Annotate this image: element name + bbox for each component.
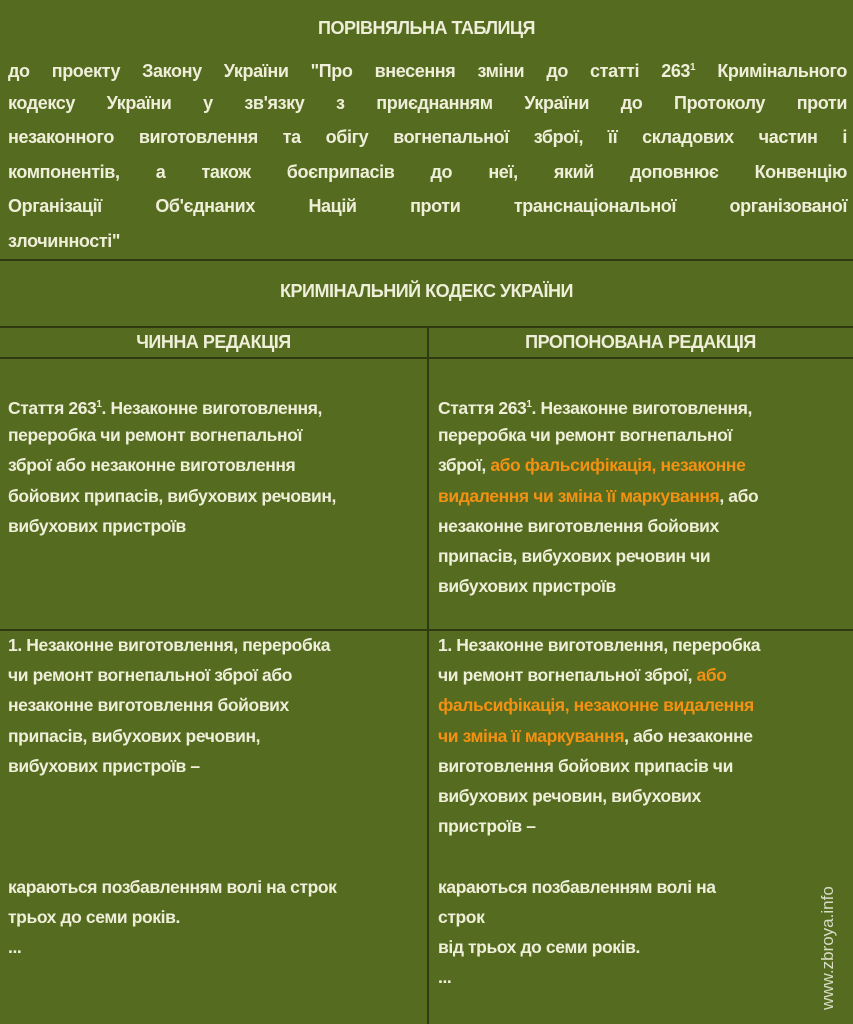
text-segment: ... xyxy=(438,967,452,988)
cell-current-article-title xyxy=(8,392,336,543)
text-segment: трьох до семи років. xyxy=(8,906,180,927)
text-line xyxy=(8,513,336,543)
document-title: ПОРІВНЯЛЬНА ТАБЛИЦЯ xyxy=(318,18,535,38)
text-line xyxy=(438,692,760,722)
highlighted-change: видалення чи зміна її маркування xyxy=(438,485,720,506)
text-line xyxy=(8,723,337,753)
text-segment: злочинності" xyxy=(8,230,121,251)
text-segment: виготовлення бойових припасів чи xyxy=(438,755,733,776)
text-segment: до проекту Закону України "Про внесення зміни до статті 263 xyxy=(8,61,691,81)
text-segment: , або xyxy=(719,485,759,506)
text-line xyxy=(438,632,760,662)
superscript: 1 xyxy=(96,399,102,410)
divider xyxy=(0,357,853,359)
text-segment: незаконне виготовлення бойових xyxy=(8,695,289,716)
text-segment: 1. Незаконне виготовлення, переробка xyxy=(438,635,761,655)
text-segment: . Незаконне виготовлення, xyxy=(101,398,322,418)
text-segment: вибухових пристроїв – xyxy=(8,755,200,776)
text-line xyxy=(8,813,337,843)
text-segment: вибухових речовин, вибухових xyxy=(438,785,701,806)
text-line xyxy=(438,753,760,783)
text-segment: караються позбавленням волі на строк xyxy=(8,876,337,897)
text-segment: чи ремонт вогнепальної зброї або xyxy=(8,665,293,686)
text-segment: незаконного виготовлення та обігу вогнепальної зброї, її складових частин і xyxy=(8,127,847,147)
text-line xyxy=(438,543,758,573)
text-line xyxy=(8,904,337,934)
watermark: www.zbroya.info xyxy=(818,886,837,1010)
text-line xyxy=(438,843,760,873)
divider xyxy=(0,629,853,631)
cell-current-part-1 xyxy=(8,632,337,964)
text-line xyxy=(8,123,847,158)
text-segment: Організації Об'єднаних Націй проти транснаціональної організованої xyxy=(8,196,847,216)
text-segment: Стаття 263 xyxy=(438,398,527,418)
column-header-current: ЧИННА РЕДАКЦІЯ xyxy=(136,332,291,352)
text-segment: зброї або незаконне виготовлення xyxy=(8,455,296,476)
text-segment: переробка чи ремонт вогнепальної xyxy=(438,425,733,446)
text-line xyxy=(438,723,760,753)
column-divider xyxy=(427,327,429,1024)
text-line xyxy=(8,692,337,722)
text-segment: Кримінального xyxy=(695,61,847,81)
text-line xyxy=(438,513,758,543)
text-line xyxy=(438,964,760,994)
text-segment: вибухових пристроїв xyxy=(438,576,616,597)
text-line xyxy=(8,192,847,227)
text-line xyxy=(438,392,758,422)
cell-proposed-article-title xyxy=(438,392,758,603)
text-segment: ... xyxy=(8,936,22,957)
highlighted-change: або фальсифікація, незаконне xyxy=(490,455,746,476)
text-segment: , або незаконне xyxy=(624,725,753,746)
text-line xyxy=(438,783,760,813)
text-segment: компонентів, а також боєприпасів до неї, який доповнює Конвенцію xyxy=(8,161,847,182)
document-subtitle xyxy=(8,54,847,261)
text-segment: пристроїв – xyxy=(438,816,536,837)
text-line xyxy=(438,452,758,482)
text-segment: переробка чи ремонт вогнепальної xyxy=(8,425,303,446)
text-segment: караються позбавленням волі на xyxy=(438,876,716,897)
text-line xyxy=(8,874,337,904)
highlighted-change: чи зміна її маркування xyxy=(438,725,625,746)
text-segment: вибухових пристроїв xyxy=(8,515,186,536)
text-line xyxy=(438,813,760,843)
text-line xyxy=(438,904,760,934)
text-segment: кодексу України у зв'язку з приєднанням України до Протоколу проти xyxy=(8,92,847,113)
text-segment: припасів, вибухових речовин, xyxy=(8,725,261,746)
text-line xyxy=(8,158,847,193)
code-title: КРИМІНАЛЬНИЙ КОДЕКС УКРАЇНИ xyxy=(280,281,573,301)
highlighted-change: або xyxy=(696,665,727,686)
cell-proposed-part-1 xyxy=(438,632,760,994)
text-line xyxy=(438,573,758,603)
text-segment: незаконне виготовлення бойових xyxy=(438,515,719,536)
column-header-proposed: ПРОПОНОВАНА РЕДАКЦІЯ xyxy=(525,332,756,352)
text-segment: від трьох до семи років. xyxy=(438,936,640,957)
text-line xyxy=(8,227,847,262)
text-line xyxy=(438,483,758,513)
text-line xyxy=(8,843,337,873)
text-segment: припасів, вибухових речовин чи xyxy=(438,545,711,566)
text-line xyxy=(8,452,336,482)
text-line xyxy=(8,783,337,813)
text-segment: Стаття 263 xyxy=(8,398,97,418)
text-line xyxy=(438,662,760,692)
text-line xyxy=(8,934,337,964)
superscript: 1 xyxy=(690,62,696,73)
text-line xyxy=(8,753,337,783)
highlighted-change: фальсифікація, незаконне видалення xyxy=(438,695,754,716)
text-line xyxy=(8,662,337,692)
text-segment: строк xyxy=(438,906,485,927)
text-line xyxy=(438,934,760,964)
divider xyxy=(0,259,853,261)
text-segment: зброї, xyxy=(438,455,491,476)
superscript: 1 xyxy=(526,399,532,410)
text-segment: 1. Незаконне виготовлення, переробка xyxy=(8,635,331,655)
text-segment: . Незаконне виготовлення, xyxy=(531,398,752,418)
text-line xyxy=(8,632,337,662)
text-line xyxy=(8,422,336,452)
text-segment: чи ремонт вогнепальної зброї, xyxy=(438,665,697,686)
text-line xyxy=(438,874,760,904)
text-line xyxy=(8,483,336,513)
text-line xyxy=(8,89,847,124)
text-line xyxy=(8,54,847,89)
text-segment: бойових припасів, вибухових речовин, xyxy=(8,485,336,506)
text-line xyxy=(438,422,758,452)
text-line xyxy=(8,392,336,422)
